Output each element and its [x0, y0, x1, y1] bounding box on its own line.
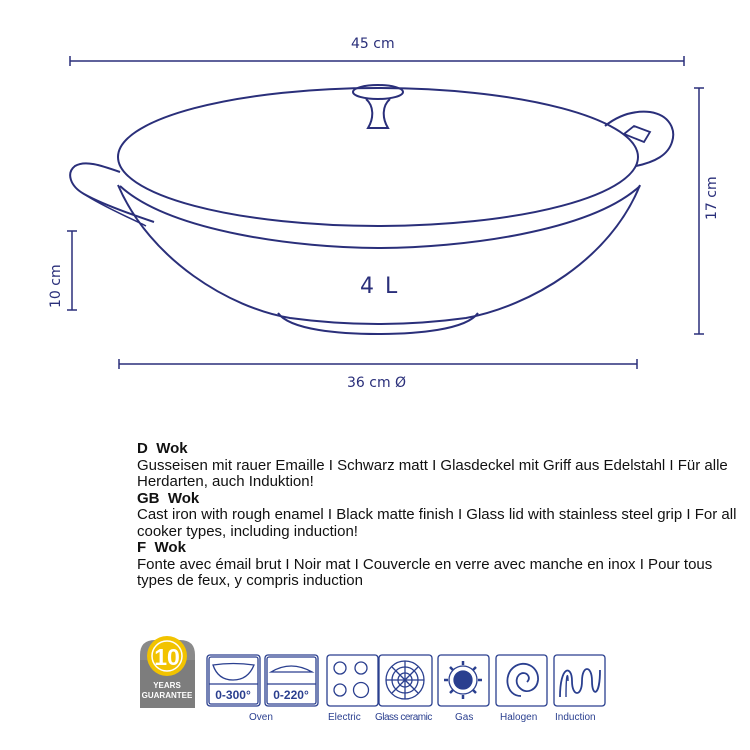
glass-ceramic-label: Glass ceramic: [375, 712, 432, 723]
lang-code-fr: F: [137, 539, 147, 556]
oven-lid-icon: [271, 666, 312, 672]
electric-icon: [327, 655, 378, 706]
oven-label: Oven: [249, 712, 273, 723]
lang-code-de: D: [137, 440, 148, 457]
guarantee-number: 10: [154, 644, 180, 670]
depth-label: 10 cm: [48, 264, 64, 308]
oven-lid-temp: 0-220°: [273, 688, 309, 702]
title-de: Wok: [156, 440, 188, 457]
induction-label: Induction: [555, 712, 596, 723]
base-diameter-label: 36 cm Ø: [347, 375, 407, 391]
guarantee-word: GUARANTEE: [141, 691, 193, 700]
halogen-label: Halogen: [500, 712, 538, 723]
lang-code-gb: GB: [137, 489, 160, 507]
capacity-label: 4 L: [360, 274, 400, 299]
text-fr: Fonte avec émail brut I Noir mat I Couvercle en verre avec manche en inox I Pour tous types de feux, y compris induction: [137, 555, 713, 589]
text-de: Gusseisen mit rauer Emaille I Schwarz matt I Glasdeckel mit Griff aus Edelstahl I Für alle Herdarten, auch Induktion!: [137, 456, 728, 490]
title-gb: Wok: [167, 489, 200, 507]
text-gb: Cast iron with rough enamel I Black matte finish I Glass lid with stainless steel grip I For all cooker types, including induction!: [137, 506, 737, 540]
oven-pan-icon: [213, 664, 254, 681]
oven-pan-temp: 0-300°: [215, 688, 251, 702]
gas-label: Gas: [455, 712, 474, 723]
height-label: 17 cm: [704, 176, 720, 220]
guarantee-years: YEARS: [153, 681, 181, 690]
electric-label: Electric: [328, 712, 361, 723]
title-fr: Wok: [154, 539, 186, 556]
halogen-icon: [496, 655, 547, 706]
width-label: 45 cm: [351, 36, 395, 52]
